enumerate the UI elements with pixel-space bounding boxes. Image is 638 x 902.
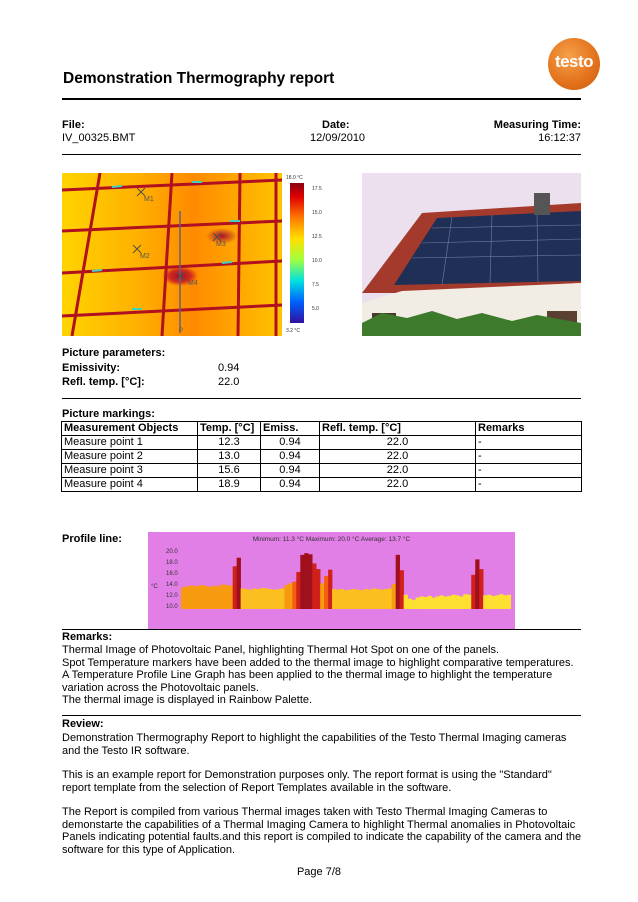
param-value: 0.94 [218,362,240,374]
profile-bar [185,586,189,609]
profile-bar [487,595,491,609]
profile-bar [312,563,316,609]
profile-chart [148,532,515,629]
y-tick: 12.0 [166,593,178,599]
profile-bar [229,586,233,609]
profile-bar [264,588,268,609]
profile-bar [288,583,292,609]
table-cell: 22.0 [320,450,476,464]
profile-bar [201,585,205,609]
profile-bar [296,572,300,609]
table-cell: 0.94 [261,450,320,464]
profile-bar [503,595,507,609]
profile-bar [356,590,360,609]
profile-bar [245,589,249,609]
y-tick: 20.0 [166,549,178,555]
profile-bar [404,595,408,609]
profile-bar [491,596,495,609]
review-paragraph: The Report is compiled from various Thermal images taken with Testo Thermal Imaging Cameras to demonstarte the capabilities of a Thermal Imaging Camera to highlight Thermal anomalies in Photovoltaic Panels indicating potential faults.and this report is compiled to indicate the capability of the camera and the software for this type of Application. [62,806,582,856]
profile-bar [249,590,253,609]
thermal-image [62,173,282,336]
profile-rule [62,629,581,630]
remarks-line: The thermal image is displayed in Rainbow Palette. [62,694,313,707]
profile-bar [360,590,364,609]
profile-bar [225,585,229,609]
markings-table [61,421,582,492]
table-row [62,478,582,492]
profile-bar [408,599,412,609]
color-scale-bar [290,183,304,323]
profile-bar [451,595,455,609]
remarks-heading: Remarks: [62,631,113,643]
params-heading: Picture parameters: [62,347,166,359]
params-rule [62,398,581,399]
marker-m2: M2 [140,253,150,260]
profile-bar [372,588,376,609]
profile-bar [471,575,475,609]
profile-bar [499,594,503,609]
profile-bar [308,554,312,609]
scale-tick: 5.0 [312,306,319,312]
profile-bar [197,586,201,609]
profile-bar [193,586,197,609]
review-paragraph: Demonstration Thermography Report to highlight the capabilities of the Testo Thermal Imaging cameras and the Testo IR software. [62,732,567,757]
profile-bar [443,596,447,609]
profile-bar [463,594,467,609]
profile-bar [364,589,368,609]
profile-bar [320,583,324,609]
profile-bar [475,559,479,609]
profile-bar [439,595,443,609]
profile-bar [507,595,511,609]
date-value: 12/09/2010 [310,132,366,144]
title-rule [62,98,581,100]
testo-logo [548,38,600,90]
profile-bar [459,596,463,609]
table-cell: 18.9 [198,478,261,492]
file-label: File: [62,119,85,131]
house-photo [362,173,581,336]
profile-bar [300,555,304,609]
profile-bar [455,595,459,609]
markings-heading: Picture markings: [62,408,155,420]
table-cell: 13.0 [198,450,261,464]
profile-bar [352,589,356,609]
scale-min-label: 3.2 °C [286,328,300,334]
table-row [62,464,582,478]
profile-bar [376,589,380,609]
marker-m4: M4 [188,280,198,287]
profile-bar [396,555,400,609]
table-cell: Measure point 4 [62,478,198,492]
profile-bar [368,590,372,609]
profile-bar [340,589,344,609]
profile-unit: °C [151,584,158,590]
profile-bar [189,586,193,609]
file-value: IV_00325.BMT [62,132,136,144]
time-label: Measuring Time: [493,119,581,131]
profile-bar [241,588,245,609]
table-cell: 15.6 [198,464,261,478]
profile-bar [348,590,352,609]
column-header: Remarks [476,422,582,436]
table-cell: - [476,436,582,450]
profile-bar [221,584,225,609]
profile-bar [276,589,280,609]
profile-bar [324,576,328,609]
profile-bar [392,584,396,609]
profile-bar [467,595,471,609]
y-tick: 10.0 [166,604,178,610]
table-cell: 0.94 [261,464,320,478]
profile-bar [292,582,296,609]
table-cell: 22.0 [320,436,476,450]
scale-tick: 7.5 [312,282,319,288]
logo-text: testo [554,52,594,71]
scale-tick: 17.5 [312,186,322,192]
page-number: Page 7/8 [296,866,342,878]
profile-bar [388,588,392,609]
table-row [62,436,582,450]
profile-bar [400,570,404,609]
y-tick: 14.0 [166,582,178,588]
profile-bar [268,589,272,609]
profile-bar [380,590,384,609]
profile-bar [416,598,420,609]
table-cell: Measure point 1 [62,436,198,450]
table-cell: 22.0 [320,478,476,492]
scale-tick: 10.0 [312,258,322,264]
report-title: Demonstration Thermography report [63,70,335,87]
date-label: Date: [322,119,350,131]
profile-bar [205,586,209,609]
review-paragraph: This is an example report for Demonstration purposes only. The report format is using the "Standard" report template from the selection of Report Templates available in the software. [62,769,552,794]
profile-bar [257,589,261,609]
profile-bar [435,596,439,609]
profile-bar [332,589,336,609]
param-label: Emissivity: [62,362,121,374]
table-cell: 22.0 [320,464,476,478]
profile-bar [272,590,276,609]
scale-tick: 12.5 [312,234,322,240]
table-cell: 12.3 [198,436,261,450]
profile-bar [344,590,348,609]
profile-bar [495,595,499,609]
time-value: 16:12:37 [538,132,581,144]
table-cell: 0.94 [261,436,320,450]
y-tick: 16.0 [166,571,178,577]
remarks-line: variation across the Photovoltaic panels. [62,681,259,694]
profile-bar [253,588,257,609]
profile-marker: P [179,328,184,334]
profile-bar [316,569,320,609]
param-label: Refl. temp. [°C]: [62,376,145,388]
profile-bar [181,587,185,609]
profile-bar [284,585,288,609]
table-cell: Measure point 2 [62,450,198,464]
profile-bar [412,600,416,609]
profile-bar [237,558,241,609]
table-cell: - [476,450,582,464]
profile-bar [431,598,435,609]
column-header: Temp. [°C] [198,422,261,436]
table-cell: 0.94 [261,478,320,492]
y-tick: 18.0 [166,560,178,566]
profile-bar [447,596,451,609]
profile-bar [424,597,428,609]
table-cell: - [476,478,582,492]
scale-max-label: 18.0 °C [286,175,303,181]
column-header: Refl. temp. [°C] [320,422,476,436]
profile-stats: Minimum: 11.3 °C Maximum: 20.0 °C Average: 13.7 °C [252,536,411,543]
profile-bar [280,588,284,609]
profile-bar [304,553,308,609]
scale-tick: 15.0 [312,210,322,216]
table-cell: - [476,464,582,478]
profile-bar [479,569,483,609]
table-header-row [62,422,582,436]
table-row [62,450,582,464]
profile-bar [217,586,221,609]
profile-label: Profile line: [62,533,122,545]
profile-bar [384,589,388,609]
profile-bar [233,566,237,609]
marker-m3: M3 [216,241,226,248]
profile-plot [181,552,511,609]
remarks-rule [62,715,581,716]
remarks-line: A Temperature Profile Line Graph has been applied to the thermal image to highlight the temperature [62,669,553,682]
header-rule [62,154,581,155]
profile-bar [328,570,332,609]
profile-bar [483,595,487,609]
review-heading: Review: [62,718,104,730]
column-header: Measurement Objects [62,422,198,436]
profile-bar [336,590,340,609]
profile-bar [420,596,424,609]
profile-bar [261,588,265,609]
param-value: 22.0 [218,376,240,388]
remarks-line: Thermal Image of Photovoltaic Panel, highlighting Thermal Hot Spot on one of the panels. [62,644,500,656]
profile-bar [428,596,432,609]
column-header: Emiss. [261,422,320,436]
remarks-text [62,644,582,707]
table-cell: Measure point 3 [62,464,198,478]
profile-bar [213,586,217,609]
remarks-line: Spot Temperature markers have been added to the thermal image to highlight comparative temperatures. [62,656,574,669]
marker-m1: M1 [144,196,154,203]
profile-bar [209,587,213,609]
